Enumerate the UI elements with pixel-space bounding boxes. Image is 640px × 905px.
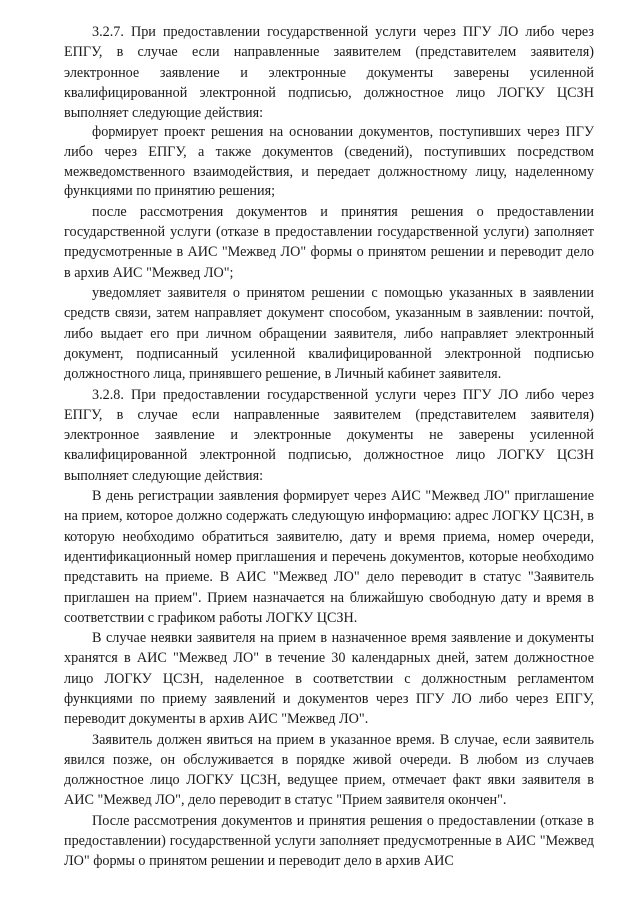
paragraph-after-decision: После рассмотрения документов и принятия решения о предоставлении (отказе в предоставлении) государственной услуги заполняет предусмотренные в АИС "Межвед ЛО" формы о принятом решении и переводит дело в архив АИС — [64, 812, 594, 870]
document-page — [64, 22, 594, 872]
paragraph-3-2-7: 3.2.7. При предоставлении государственной услуги через ПГУ ЛО либо через ЕПГУ, в случае если направленные заявителем (представителем заявителя) электронное заявление и электронные документы заверены усиленной квалифицированной электронной подписью, должностное лицо ЛОГКУ ЦСЗН выполняет следующие действия: — [64, 24, 594, 122]
paragraph-3-2-8: 3.2.8. При предоставлении государственной услуги через ПГУ ЛО либо через ЕПГУ, в случае если направленные заявителем (представителем заявителя) электронное заявление и электронные документы не заверены усиленной квалифицированной электронной подписью, должностное лицо ЛОГКУ ЦСЗН выполняет следующие действия: — [64, 386, 594, 484]
paragraph-forms-draft-decision: формирует проект решения на основании документов, поступивших через ПГУ либо через ЕПГУ, а также документов (сведений), поступивших посредством межведомственного взаимодействия, и передает должностному лицу, наделенному функциями по принятию решения; — [64, 124, 594, 200]
paragraph-applicant-must-appear: Заявитель должен явиться на прием в указанное время. В случае, если заявитель явился позже, он обслуживается в порядке живой очереди. В любом из случаев должностное лицо ЛОГКУ ЦСЗН, ведущее прием, отмечает факт явки заявителя в АИС "Межвед ЛО", дело переводит в статус "Прием заявителя окончен". — [64, 731, 594, 809]
paragraph-no-show: В случае неявки заявителя на прием в назначенное время заявление и документы хранятся в АИС "Межвед ЛО" в течение 30 календарных дней, затем должностное лицо ЛОГКУ ЦСЗН, наделенное в соответствии с должностным регламентом функциями по приему заявлений и документов через ПГУ ЛО либо через ЕПГУ, переводит документы в архив АИС "Межвед ЛО". — [64, 630, 594, 728]
paragraph-notifies-applicant: уведомляет заявителя о принятом решении с помощью указанных в заявлении средств связи, затем направляет документ способом, указанным в заявлении: почтой, либо выдает его при личном обращении заявителя, либо направляет электронный документ, подписанный усиленной квалифицированной электронной подписью должностного лица, принявшего решение, в Личный кабинет заявителя. — [64, 285, 594, 383]
paragraph-registration-day: В день регистрации заявления формирует через АИС "Межвед ЛО" приглашение на прием, которое должно содержать следующую информацию: адрес ЛОГКУ ЦСЗН, в которую необходимо обратиться заявителю, дату и время приема, номер очереди, идентификационный номер приглашения и перечень документов, которые необходимо представить на приеме. В АИС "Межвед ЛО" дело переводит в статус "Заявитель приглашен на прием". Прием назначается на ближайшую свободную дату и время в соответствии с графиком работы ЛОГКУ ЦСЗН. — [64, 488, 594, 626]
paragraph-after-review: после рассмотрения документов и принятия решения о предоставлении государственной услуги (отказе в предоставлении государственной услуги) заполняет предусмотренные в АИС "Межвед ЛО" формы о принятом решении и переводит дело в архив АИС "Межвед ЛО"; — [64, 203, 594, 281]
